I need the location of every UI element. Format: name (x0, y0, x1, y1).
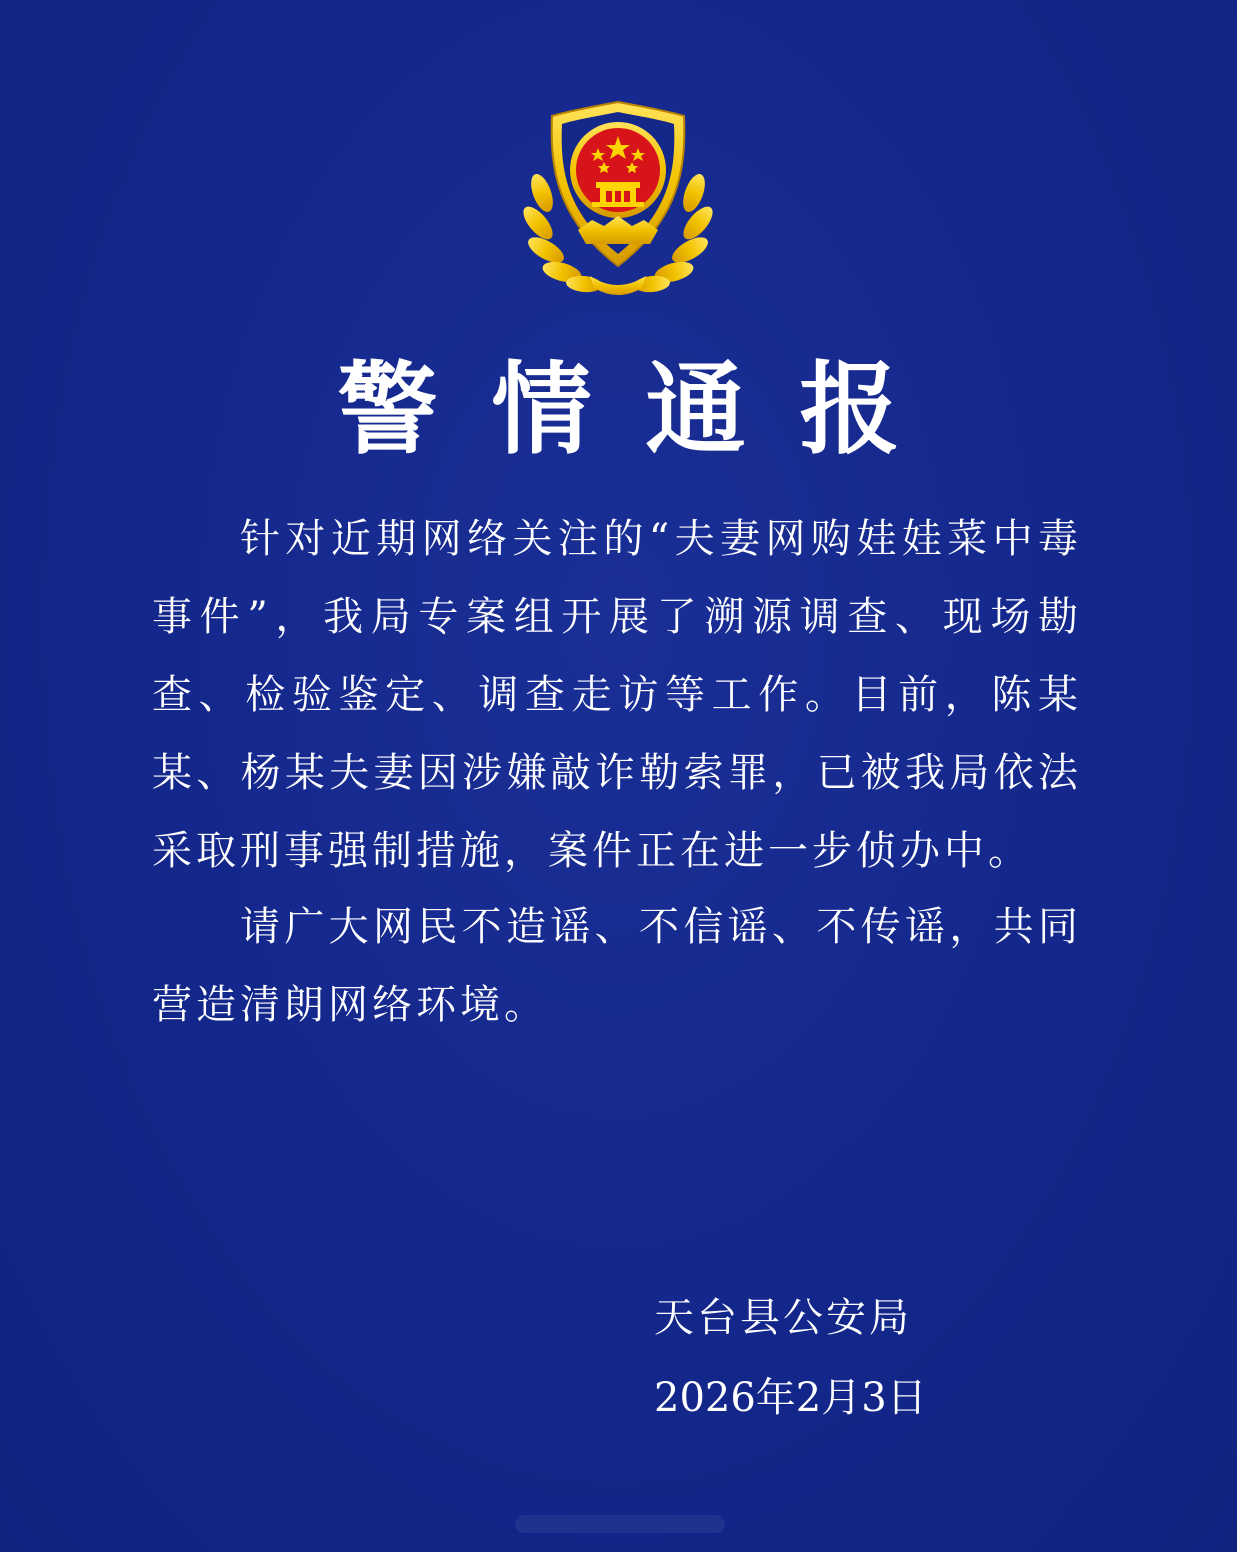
issuer-name: 天台县公安局 (654, 1295, 912, 1341)
issue-date: 2026年2月3日 (654, 1375, 927, 1421)
watermark (515, 1515, 725, 1533)
notice-paragraph-1: 针对近期网络关注的“夫妻网购娃娃菜中毒事件”，我局专案组开展了溯源调查、现场勘查、检验鉴定、调查走访等工作。目前，陈某某、杨某夫妻因涉嫌敲诈勒索罪，已被我局依法采取刑事强制措施，案件正在进一步侦办中。 (152, 516, 1082, 874)
notice-paragraph-2: 请广大网民不造谣、不信谣、不传谣，共同营造清朗网络环境。 (152, 904, 1082, 1028)
police-emblem-icon (520, 98, 716, 298)
notice-title: 警情通报 (337, 351, 954, 468)
